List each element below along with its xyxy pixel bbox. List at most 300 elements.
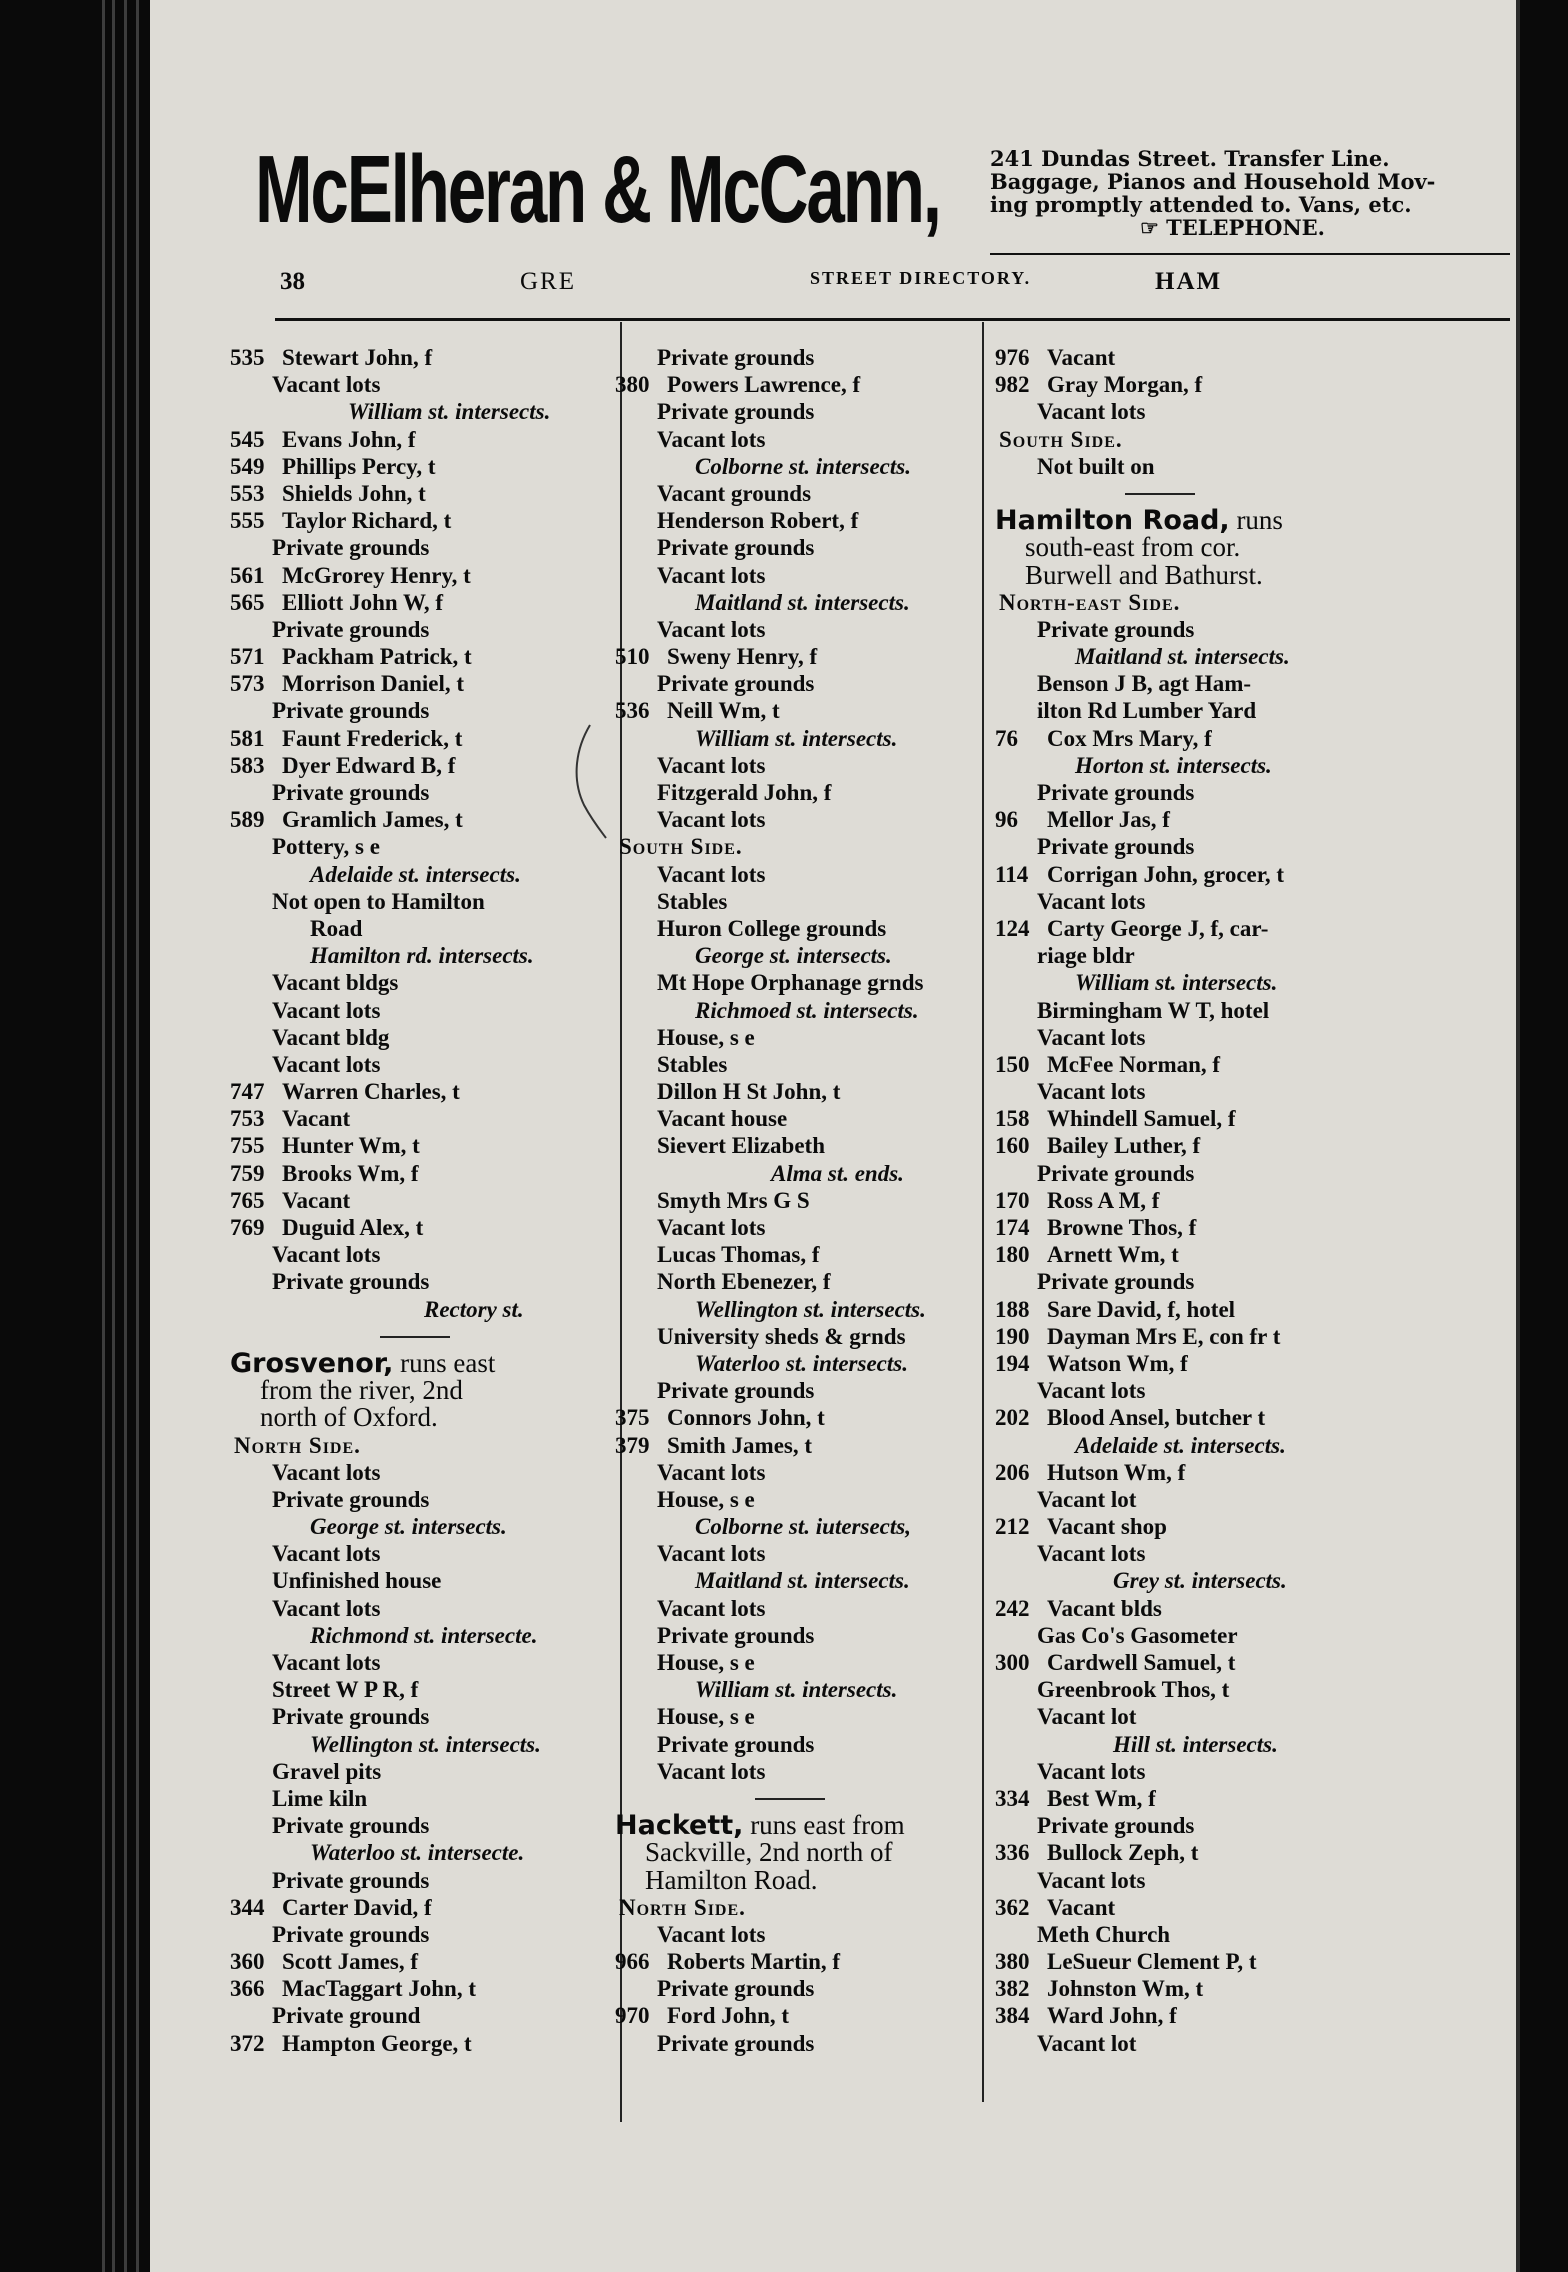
directory-entry — [615, 1187, 975, 1214]
entry-text: Arnett Wm, t — [1047, 1242, 1179, 1268]
directory-entry — [230, 779, 615, 806]
cross-street-note — [615, 1296, 975, 1323]
entry-text: Private grounds — [272, 1867, 430, 1893]
entry-text: Private grounds — [1037, 780, 1195, 805]
entry-text: Vacant — [1047, 345, 1116, 370]
directory-entry — [230, 1758, 615, 1785]
directory-entry — [230, 915, 615, 942]
entry-text: Vacant lots — [272, 1242, 381, 1268]
cross-street-note — [230, 1622, 615, 1649]
directory-entry — [230, 1703, 615, 1730]
entry-text: Waterloo st. intersects. — [695, 1350, 908, 1376]
entry-text: Vacant lots — [657, 1595, 766, 1621]
entry-text: MacTaggart John, t — [282, 1976, 477, 2002]
entry-text: Gas Co's Gasometer — [1037, 1622, 1238, 1648]
street-name: Grosvenor, — [230, 1347, 394, 1379]
house-number: 124 — [995, 915, 1030, 941]
directory-entry — [230, 833, 615, 860]
entry-text: Vacant lots — [657, 861, 766, 887]
entry-text: Gray Morgan, f — [1047, 372, 1203, 398]
entry-text: Faunt Frederick, t — [282, 725, 463, 751]
house-number: 372 — [230, 2030, 265, 2056]
entry-text: Stewart John, f — [282, 345, 433, 370]
house-number: 180 — [995, 1242, 1030, 1268]
directory-entry — [230, 1595, 615, 1622]
directory-entry — [615, 1975, 975, 2002]
entry-text: Road — [310, 915, 363, 941]
cross-street-note — [230, 861, 615, 888]
cross-street-note — [995, 1432, 1365, 1459]
entry-text: Private grounds — [1037, 1269, 1195, 1295]
street-description: runs east from — [743, 1810, 905, 1841]
directory-entry — [995, 2030, 1365, 2057]
house-number: 202 — [995, 1405, 1030, 1431]
section-divider — [230, 1323, 615, 1350]
directory-entry — [995, 1867, 1365, 1894]
entry-text: Vacant bldgs — [272, 970, 399, 996]
cross-street-note — [230, 942, 615, 969]
house-number: 194 — [995, 1350, 1030, 1376]
directory-entry — [615, 1459, 975, 1486]
directory-entry — [995, 697, 1365, 724]
column-rule — [982, 322, 984, 2102]
directory-entry — [995, 1812, 1365, 1839]
entry-text: Evans John, f — [282, 426, 416, 452]
house-number: 360 — [230, 1949, 265, 1975]
binding-line — [102, 0, 105, 2272]
directory-entry — [995, 1078, 1365, 1105]
entry-text: Private ground — [272, 2003, 421, 2029]
directory-entry — [230, 1540, 615, 1567]
directory-entry — [615, 1948, 975, 1975]
entry-text: William st. intersects. — [1075, 970, 1278, 996]
section-divider — [995, 480, 1365, 507]
directory-entry — [230, 1187, 615, 1214]
entry-text: Stables — [657, 1051, 728, 1077]
entry-text: Meth Church — [1037, 1921, 1171, 1947]
directory-entry — [995, 371, 1365, 398]
entry-text: Shields John, t — [282, 480, 426, 506]
directory-entry — [230, 888, 615, 915]
section-divider — [615, 1785, 975, 1812]
entry-text: Private grounds — [272, 616, 430, 642]
entry-text: William st. intersects. — [348, 399, 551, 425]
house-number: 375 — [615, 1405, 650, 1431]
binding-line — [124, 0, 127, 2272]
cross-street-note — [995, 1567, 1365, 1594]
directory-entry — [615, 1703, 975, 1730]
binding-line — [136, 0, 139, 2272]
entry-text: House, s e — [657, 1486, 755, 1512]
entry-text: Vacant lot — [1037, 1486, 1137, 1512]
directory-entry — [230, 1676, 615, 1703]
entry-text: Vacant lots — [1037, 1024, 1146, 1050]
entry-text: Connors John, t — [667, 1405, 825, 1431]
street-name: Hackett, — [615, 1810, 744, 1842]
entry-text: Vacant — [282, 1106, 351, 1132]
divider-line — [1125, 493, 1195, 495]
directory-entry — [995, 1758, 1365, 1785]
entry-text: Brooks Wm, f — [282, 1160, 419, 1186]
entry-text: Vacant lots — [272, 997, 381, 1023]
directory-entry — [995, 1785, 1365, 1812]
cross-street-note — [230, 1839, 615, 1866]
cross-street-note — [230, 1296, 615, 1323]
directory-entry — [230, 1459, 615, 1486]
entry-text: Private grounds — [657, 2030, 815, 2056]
entry-text: Greenbrook Thos, t — [1037, 1677, 1230, 1703]
house-number: 212 — [995, 1514, 1030, 1540]
advertisement-rule — [990, 253, 1510, 255]
street-heading-line — [615, 1864, 975, 1895]
entry-text: Carty George J, f, car- — [1047, 915, 1269, 941]
directory-entry — [230, 1812, 615, 1839]
directory-entry — [995, 1703, 1365, 1730]
directory-entry — [615, 1486, 975, 1513]
directory-entry — [615, 2030, 975, 2057]
entry-text: George st. intersects. — [695, 943, 892, 969]
entry-text: Vacant lots — [272, 372, 381, 398]
house-number: 384 — [995, 2003, 1030, 2029]
entry-text: Powers Lawrence, f — [667, 372, 861, 398]
cross-street-note — [230, 1513, 615, 1540]
right-edge-line — [1516, 0, 1520, 2272]
directory-entry — [995, 1948, 1365, 1975]
directory-entry — [230, 1867, 615, 1894]
directory-entry — [995, 942, 1365, 969]
entry-text: Ward John, f — [1047, 2003, 1177, 2029]
running-header-title: STREET DIRECTORY. — [810, 268, 1032, 288]
cross-street-note — [615, 1676, 975, 1703]
directory-entry — [230, 1486, 615, 1513]
entry-text: south-east from cor. — [1025, 532, 1241, 563]
directory-entry — [995, 997, 1365, 1024]
directory-entry — [230, 1105, 615, 1132]
house-number: 242 — [995, 1595, 1030, 1621]
directory-entry — [995, 1350, 1365, 1377]
advertiser-details — [990, 147, 1510, 239]
house-number: 206 — [995, 1459, 1030, 1485]
directory-entry — [230, 752, 615, 779]
entry-text: Vacant lots — [657, 616, 766, 642]
directory-entry — [995, 1486, 1365, 1513]
entry-text: University sheds & grnds — [657, 1323, 906, 1349]
entry-text: Lime kiln — [272, 1785, 368, 1811]
house-number: 160 — [995, 1133, 1030, 1159]
entry-text: Vacant lots — [657, 752, 766, 778]
cross-street-note — [230, 398, 615, 425]
entry-text: Elliott John W, f — [282, 589, 444, 615]
directory-entry — [230, 480, 615, 507]
entry-text: Dyer Edward B, f — [282, 752, 456, 778]
entry-text: Vacant — [282, 1187, 351, 1213]
entry-text: Benson J B, agt Ham- — [1037, 671, 1252, 697]
entry-text: Hunter Wm, t — [282, 1133, 420, 1159]
entry-text: Burwell and Bathurst. — [1025, 559, 1263, 590]
house-number: 334 — [995, 1785, 1030, 1811]
directory-entry — [230, 1567, 615, 1594]
entry-text: Sackville, 2nd north of — [645, 1837, 893, 1868]
entry-text: Vacant lots — [272, 1595, 381, 1621]
house-number: 583 — [230, 752, 265, 778]
directory-entry — [995, 1894, 1365, 1921]
entry-text: Warren Charles, t — [282, 1079, 460, 1105]
cross-street-note — [615, 1160, 975, 1187]
directory-entry — [615, 1432, 975, 1459]
entry-text: Smyth Mrs G S — [657, 1187, 810, 1213]
entry-text: ilton Rd Lumber Yard — [1037, 698, 1257, 724]
house-number: 976 — [995, 345, 1030, 370]
entry-text: Fitzgerald John, f — [657, 780, 832, 805]
directory-entry — [995, 1676, 1365, 1703]
house-number: 336 — [995, 1840, 1030, 1866]
advertiser-name: McElheran & McCann, — [255, 136, 940, 243]
entry-text: Private grounds — [657, 535, 815, 561]
divider-line — [755, 1798, 825, 1800]
entry-text: Private grounds — [657, 345, 815, 370]
entry-text: Smith James, t — [667, 1432, 813, 1458]
directory-entry — [230, 1649, 615, 1676]
entry-text: Vacant house — [657, 1106, 788, 1132]
directory-entry — [615, 534, 975, 561]
entry-text: Vacant lots — [272, 1541, 381, 1567]
entry-text: Private grounds — [272, 1813, 430, 1839]
directory-entry — [615, 1404, 975, 1431]
entry-text: Vacant grounds — [657, 480, 812, 506]
house-number: 755 — [230, 1133, 265, 1159]
entry-text: Vacant lots — [1037, 1867, 1146, 1893]
entry-text: McGrorey Henry, t — [282, 562, 471, 588]
directory-entry — [995, 1268, 1365, 1295]
entry-text: Roberts Martin, f — [667, 1949, 841, 1975]
house-number: 362 — [995, 1894, 1030, 1920]
entry-text: Private grounds — [272, 1921, 430, 1947]
directory-entry — [230, 997, 615, 1024]
entry-text: Vacant lots — [1037, 1079, 1146, 1105]
entry-text: Vacant lots — [272, 1459, 381, 1485]
house-number: 344 — [230, 1894, 265, 1920]
entry-text: Ross A M, f — [1047, 1187, 1160, 1213]
directory-entry — [615, 1323, 975, 1350]
directory-entry — [230, 1785, 615, 1812]
directory-entry — [995, 779, 1365, 806]
entry-text: Colborne st. intersects. — [695, 453, 911, 479]
directory-entry — [615, 1078, 975, 1105]
entry-text: Mellor Jas, f — [1047, 807, 1170, 833]
house-number: 96 — [995, 807, 1018, 833]
entry-text: Rectory st. — [424, 1296, 524, 1322]
entry-text: Maitland st. intersects. — [695, 589, 910, 615]
directory-entry — [615, 1595, 975, 1622]
directory-entry — [995, 670, 1365, 697]
entry-text: Best Wm, f — [1047, 1785, 1156, 1811]
entry-text: Vacant lots — [1037, 888, 1146, 914]
entry-text: Mt Hope Orphanage grnds — [657, 970, 924, 996]
house-number: 545 — [230, 426, 265, 452]
directory-entry — [995, 888, 1365, 915]
directory-column-1 — [230, 344, 615, 2057]
entry-text: William st. intersects. — [695, 1677, 898, 1703]
directory-entry — [995, 1377, 1365, 1404]
advertiser-detail-line: ing promptly attended to. Vans, etc. — [990, 192, 1412, 217]
directory-entry — [995, 1649, 1365, 1676]
entry-text: Vacant lots — [657, 1921, 766, 1947]
cross-street-note — [995, 1731, 1365, 1758]
directory-entry — [615, 507, 975, 534]
side-heading — [995, 589, 1365, 616]
entry-text: Waterloo st. intersecte. — [310, 1840, 525, 1866]
advertiser-detail-line: 241 Dundas Street. Transfer Line. — [990, 146, 1390, 171]
entry-text: Vacant blds — [1047, 1595, 1162, 1621]
entry-text: Wellington st. intersects. — [310, 1731, 541, 1757]
entry-text: LeSueur Clement P, t — [1047, 1949, 1257, 1975]
house-number: 150 — [995, 1051, 1030, 1077]
house-number: 966 — [615, 1949, 650, 1975]
house-number: 535 — [230, 345, 265, 370]
house-number: 549 — [230, 453, 265, 479]
entry-text: Blood Ansel, butcher t — [1047, 1405, 1266, 1431]
entry-text: Stables — [657, 888, 728, 914]
entry-text: Bullock Zeph, t — [1047, 1840, 1199, 1866]
directory-entry — [615, 1377, 975, 1404]
house-number: 379 — [615, 1432, 650, 1458]
directory-column-3 — [995, 344, 1365, 2057]
directory-entry — [230, 1921, 615, 1948]
directory-entry — [615, 2002, 975, 2029]
directory-entry — [615, 969, 975, 996]
house-number: 380 — [615, 372, 650, 398]
directory-entry — [615, 426, 975, 453]
cross-street-note — [615, 453, 975, 480]
entry-text: Not built on — [1037, 453, 1155, 479]
directory-entry — [230, 589, 615, 616]
entry-text: Sweny Henry, f — [667, 644, 818, 670]
entry-text: Vacant lot — [1037, 1704, 1137, 1730]
directory-entry — [230, 371, 615, 398]
entry-text: Alma st. ends. — [771, 1160, 904, 1186]
entry-text: Private grounds — [272, 1704, 430, 1730]
entry-text: McFee Norman, f — [1047, 1051, 1221, 1077]
street-heading — [230, 1347, 496, 1379]
entry-text: Hamilton Road. — [645, 1864, 818, 1895]
cross-street-note — [995, 752, 1365, 779]
directory-entry — [995, 2002, 1365, 2029]
directory-entry — [995, 1513, 1365, 1540]
entry-text: Birmingham W T, hotel — [1037, 997, 1270, 1023]
directory-entry — [995, 1595, 1365, 1622]
directory-entry — [615, 861, 975, 888]
entry-text: Private grounds — [272, 780, 430, 805]
entry-text: Colborne st. iutersects, — [695, 1514, 911, 1540]
entry-text: Gramlich James, t — [282, 807, 463, 833]
directory-entry — [995, 1622, 1365, 1649]
entry-text: Richmond st. intersecte. — [310, 1622, 538, 1648]
directory-entry — [230, 616, 615, 643]
directory-entry — [995, 725, 1365, 752]
directory-entry — [230, 1975, 615, 2002]
entry-text: Private grounds — [657, 1731, 815, 1757]
entry-text: Hill st. intersects. — [1113, 1731, 1278, 1757]
street-heading-line — [230, 1404, 615, 1431]
entry-text: Corrigan John, grocer, t — [1047, 861, 1285, 887]
cross-street-note — [995, 969, 1365, 996]
house-number: 300 — [995, 1650, 1030, 1675]
pencil-mark — [570, 720, 610, 840]
entry-text: Vacant lots — [1037, 399, 1146, 425]
entry-text: Private grounds — [657, 399, 815, 425]
house-number: 970 — [615, 2003, 650, 2029]
entry-text: Scott James, f — [282, 1949, 419, 1975]
house-number: 170 — [995, 1187, 1030, 1213]
side-heading — [230, 1432, 615, 1459]
directory-entry — [995, 1921, 1365, 1948]
directory-entry — [615, 1024, 975, 1051]
street-heading-line — [230, 1347, 615, 1379]
directory-entry — [615, 398, 975, 425]
entry-text: Vacant lots — [657, 1215, 766, 1240]
entry-text: Carter David, f — [282, 1894, 432, 1920]
directory-entry — [615, 752, 975, 779]
entry-text: Vacant lots — [657, 1541, 766, 1567]
divider-line — [380, 1336, 450, 1338]
entry-text: Adelaide st. intersects. — [310, 861, 521, 887]
entry-text: Maitland st. intersects. — [695, 1568, 910, 1594]
entry-text: Vacant lots — [657, 426, 766, 452]
advertisement-banner — [255, 135, 1520, 270]
entry-text: Vacant lots — [1037, 1541, 1146, 1567]
house-number: 76 — [995, 725, 1018, 751]
entry-text: Unfinished house — [272, 1568, 442, 1594]
directory-entry — [230, 534, 615, 561]
street-heading-line — [995, 559, 1365, 590]
entry-text: from the river, 2nd — [260, 1375, 463, 1406]
binding-strip — [0, 0, 150, 2272]
house-number: 573 — [230, 671, 265, 697]
entry-text: South Side. — [999, 426, 1123, 452]
directory-entry — [615, 779, 975, 806]
directory-entry — [995, 1051, 1365, 1078]
entry-text: Not open to Hamilton — [272, 888, 485, 914]
directory-column-2 — [615, 344, 975, 2057]
street-heading-line — [615, 1810, 975, 1842]
entry-text: Vacant lots — [1037, 1758, 1146, 1784]
house-number: 510 — [615, 644, 650, 670]
directory-entry — [615, 915, 975, 942]
directory-entry — [615, 1132, 975, 1159]
binding-line — [112, 0, 115, 2272]
entry-text: Private grounds — [657, 1378, 815, 1404]
entry-text: Vacant lots — [657, 562, 766, 588]
directory-entry — [995, 616, 1365, 643]
house-number: 158 — [995, 1106, 1030, 1132]
house-number: 174 — [995, 1215, 1030, 1240]
entry-text: Vacant lots — [657, 1758, 766, 1784]
entry-text: George st. intersects. — [310, 1514, 507, 1540]
entry-text: South Side. — [619, 834, 743, 860]
directory-entry — [615, 480, 975, 507]
entry-text: Neill Wm, t — [667, 698, 780, 724]
house-number: 366 — [230, 1976, 265, 2002]
entry-text: House, s e — [657, 1704, 755, 1730]
entry-text: Private grounds — [657, 1976, 815, 2002]
directory-entry — [615, 670, 975, 697]
cross-street-note — [615, 725, 975, 752]
directory-entry — [230, 1268, 615, 1295]
directory-entry — [995, 1160, 1365, 1187]
directory-entry — [995, 453, 1365, 480]
entry-text: Dayman Mrs E, con fr t — [1047, 1323, 1281, 1349]
directory-entry — [615, 1921, 975, 1948]
